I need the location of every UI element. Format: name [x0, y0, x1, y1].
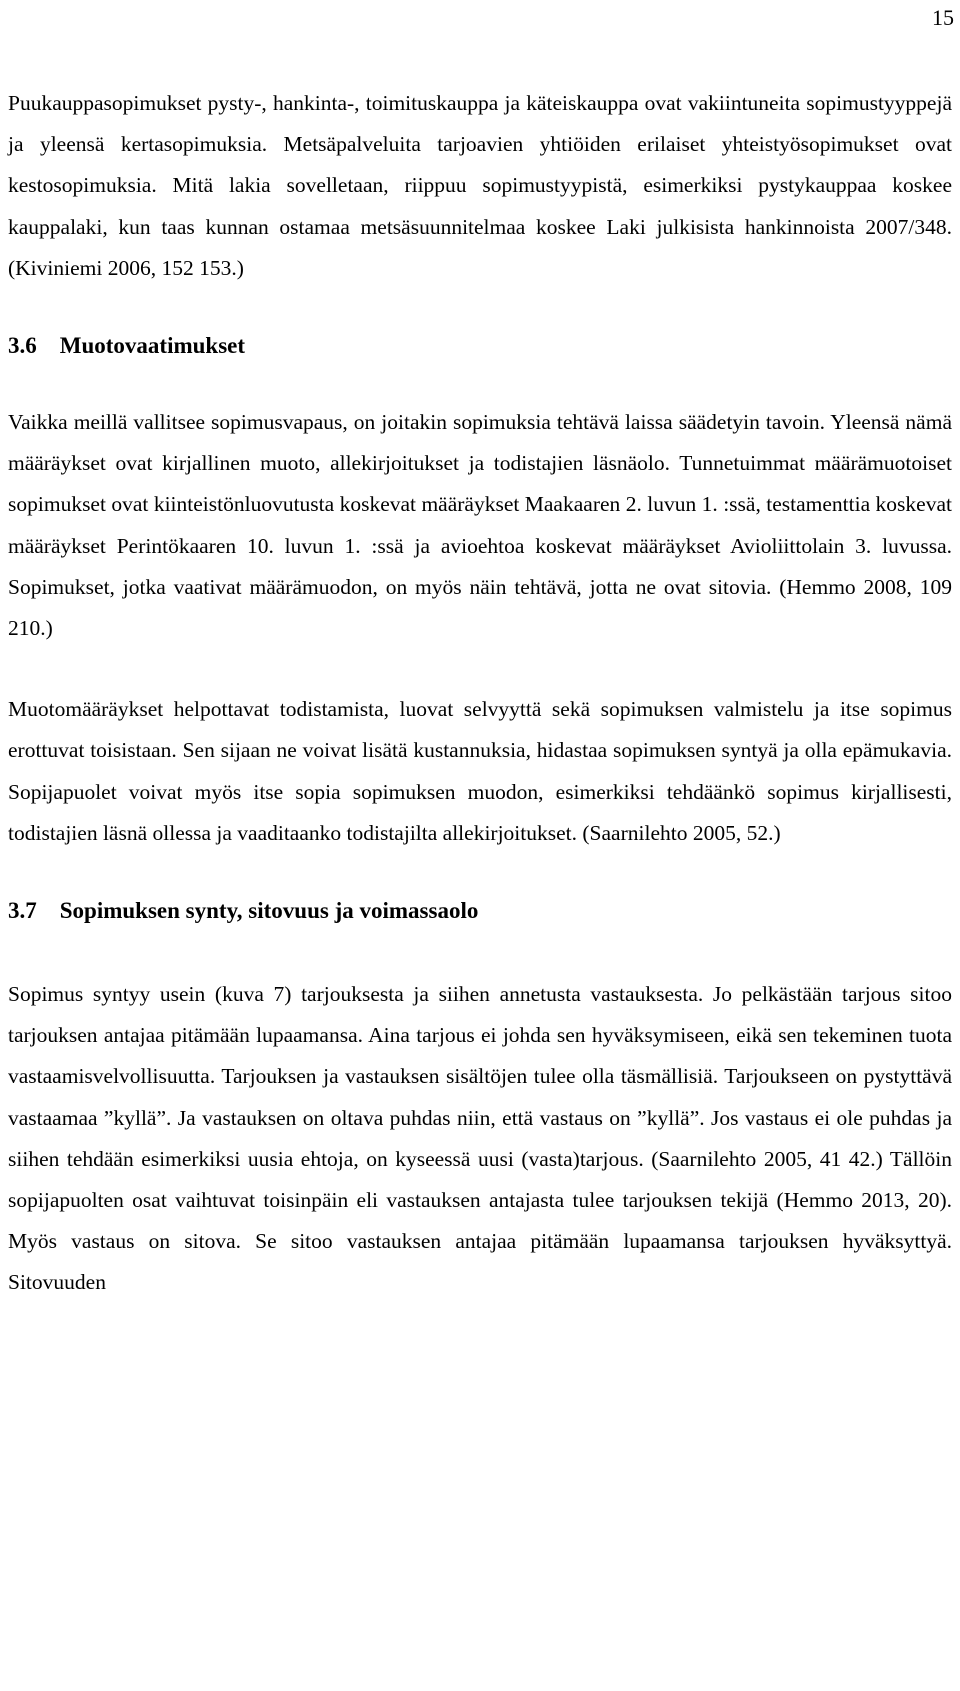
paragraph-muotomaaraykset: Muotomääräykset helpottavat todistamista, luovat selvyyttä sekä sopimuksen valmistelu ja itse sopimus erottuvat toisistaan. Sen sijaan ne voivat lisätä kustannuksia, hidastaa sopimuksen syntyä ja olla epämukavia. Sopijapuolet voivat myös itse sopia sopimuksen muodon, esimerkiksi tehdäänkö sopimus kirjallisesti, todistajien läsnä ollessa ja vaaditaanko todistajilta allekirjoitukset. (Saarnilehto 2005, 52.)	[8, 697, 952, 845]
paragraph-sopimusvapaus: Vaikka meillä vallitsee sopimusvapaus, on joitakin sopimuksia tehtävä laissa säädetyin tavoin. Yleensä nämä määräykset ovat kirjallinen muoto, allekirjoitukset ja todistajien läsnäolo. Tunnetuimmat määrämuotoiset sopimukset ovat kiinteistönluovutusta koskevat määräykset Maakaaren 2. luvun 1. :ssä, testamenttia koskevat määräykset Perintökaaren 10. luvun 1. :ssä ja avioehtoa koskevat määräykset Avioliittolain 3. luvussa. Sopimukset, jotka vaativat määrämuodon, on myös näin tehtävä, jotta ne ovat sitovia. (Hemmo 2008, 109 210.)	[8, 410, 952, 641]
paragraph-puukauppasopimukset: Puukauppasopimukset pysty-, hankinta-, toimituskauppa ja käteiskauppa ovat vakiintuneita sopimustyyppejä ja yleensä kertasopimuksia. Metsäpalveluita tarjoavien yhtiöiden erilaiset yhteistyösopimukset ovat kestosopimuksia. Mitä lakia sovelletaan, riippuu sopimustyypistä, esimerkiksi pystykauppaa koskee kauppalaki, kun taas kunnan ostamaa metsäsuunnitelmaa koskee Laki julkisista hankinnoista 2007/348. (Kiviniemi 2006, 152 153.)	[8, 91, 952, 280]
section-number: 3.7	[8, 898, 37, 924]
section-heading-3-6	[8, 325, 952, 366]
spacer	[8, 366, 952, 402]
document-body	[8, 83, 952, 1304]
section-title: Sopimuksen synty, sitovuus ja voimassaolo	[59, 898, 479, 924]
section-heading-3-7	[8, 890, 952, 931]
section-title: Muotovaatimukset	[59, 333, 246, 359]
spacer	[8, 854, 952, 890]
page-number: 15	[932, 5, 954, 30]
paragraph-sopimuksen-synty: Sopimus syntyy usein (kuva 7) tarjouksesta ja siihen annetusta vastauksesta. Jo pelkästään tarjous sitoo tarjouksen antajaa pitämään lupaamansa. Aina tarjous ei johda sen hyväksymiseen, eikä sen tekeminen tuota vastaamisvelvollisuutta. Tarjouksen ja vastauksen sisältöjen tulee olla täsmällisiä. Tarjoukseen on pystyttävä vastaamaa ”kyllä”. Ja vastauksen on oltava puhdas niin, että vastaus on ”kyllä”. Jos vastaus ei ole puhdas ja siihen tehdään esimerkiksi uusia ehtoja, on kyseessä uusi (vasta)tarjous. (Saarnilehto 2005, 41 42.) Tällöin sopijapuolten osat vaihtuvat toisinpäin eli vastauksen antajasta tulee tarjouksen tekijä (Hemmo 2013, 20). Myös vastaus on sitova. Se sitoo vastauksen antajaa pitämään lupaamansa tarjouksen hyväksyttyä. Sitovuuden	[8, 982, 952, 1295]
spacer	[8, 931, 952, 974]
spacer	[8, 289, 952, 325]
spacer	[8, 649, 952, 689]
section-number: 3.6	[8, 333, 37, 359]
